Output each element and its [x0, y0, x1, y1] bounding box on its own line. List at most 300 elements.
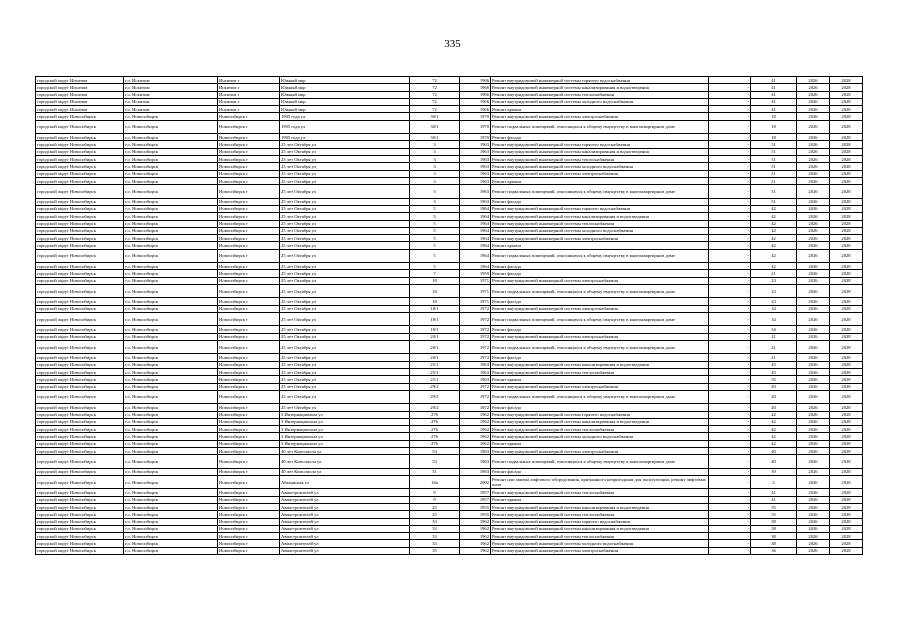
end-year-cell: 2028 [830, 305, 863, 312]
end-year-cell: 2028 [830, 263, 863, 270]
start-year-cell: 2026 [797, 361, 830, 368]
year-built-cell: 1972 [460, 312, 491, 325]
street-cell: Авиастроителей ул [280, 533, 410, 540]
end-year-cell: 2028 [830, 249, 863, 262]
dash-cell: - [709, 383, 751, 390]
municipality-cell: городской округ Новосибирск [36, 455, 124, 468]
work-type-cell: Ремонт фасада [491, 270, 709, 277]
district-cell: г.о. Искитим [124, 106, 218, 113]
work-type-cell: Ремонт подвальных помещений, относящихся к общему имуществу в многоквартирном доме [491, 312, 709, 325]
street-cell: Абаканская ул [280, 476, 410, 489]
table-row [36, 496, 863, 503]
municipality-cell: городской округ Новосибирск [36, 368, 124, 375]
work-type-cell: Ремонт внутридомовой инженерной системы теплоснабжения [491, 533, 709, 540]
house-number-cell: 18 [410, 277, 460, 284]
end-year-cell: 2028 [830, 312, 863, 325]
municipality-cell: городской округ Новосибирск [36, 249, 124, 262]
start-year-cell: 2026 [797, 368, 830, 375]
end-year-cell: 2028 [830, 106, 863, 113]
dash-cell: - [709, 227, 751, 234]
start-year-cell: 2026 [797, 235, 830, 242]
municipality-cell: городской округ Новосибирск [36, 376, 124, 383]
table-row [36, 220, 863, 227]
municipality-cell: городской округ Новосибирск [36, 141, 124, 148]
dash-cell: - [709, 156, 751, 163]
end-year-cell: 2028 [830, 227, 863, 234]
end-year-cell: 2028 [830, 148, 863, 155]
value-cell: 42 [751, 220, 797, 227]
value-cell: 38 [751, 540, 797, 547]
value-cell: 20 [751, 390, 797, 403]
start-year-cell: 2026 [797, 198, 830, 205]
value-cell: 42 [751, 235, 797, 242]
street-cell: Авиастроителей ул [280, 540, 410, 547]
work-type-cell: Ремонт внутридомовой инженерной системы электроснабжения [491, 333, 709, 340]
district-cell: г.о. Новосибирск [124, 361, 218, 368]
dash-cell: - [709, 518, 751, 525]
municipality-cell: городской округ Новосибирск [36, 205, 124, 212]
value-cell: 55 [751, 511, 797, 518]
street-cell: 25 лет Октября ул [280, 170, 410, 177]
street-cell: 25 лет Октября ул [280, 205, 410, 212]
municipality-cell: городской округ Искитим [36, 98, 124, 105]
street-cell: 25 лет Октября ул [280, 177, 410, 184]
work-type-cell: Ремонт внутридомовой инженерной системы канализирования и водоотведения [491, 361, 709, 368]
value-cell: 23 [751, 277, 797, 284]
year-built-cell: 1963 [460, 177, 491, 184]
table-row [36, 333, 863, 340]
district-cell: г.о. Новосибирск [124, 503, 218, 510]
year-built-cell: 1963 [460, 368, 491, 375]
district-cell: г.о. Новосибирск [124, 476, 218, 489]
street-cell: 25 лет Октября ул [280, 213, 410, 220]
district-cell: г.о. Новосибирск [124, 249, 218, 262]
settlement-cell: Новосибирск г [218, 213, 280, 220]
year-built-cell: 1966 [460, 98, 491, 105]
settlement-cell: Новосибирск г [218, 148, 280, 155]
table-row [36, 518, 863, 525]
table-row [36, 511, 863, 518]
municipality-cell: городской округ Новосибирск [36, 354, 124, 361]
start-year-cell: 2026 [797, 390, 830, 403]
start-year-cell: 2026 [797, 354, 830, 361]
municipality-cell: городской округ Новосибирск [36, 227, 124, 234]
end-year-cell: 2028 [830, 177, 863, 184]
street-cell: Авиастроителей ул [280, 489, 410, 496]
end-year-cell: 2028 [830, 418, 863, 425]
end-year-cell: 2028 [830, 426, 863, 433]
work-type-cell: Ремонт крыши [491, 376, 709, 383]
table-row [36, 368, 863, 375]
year-built-cell: 1966 [460, 84, 491, 91]
start-year-cell: 2026 [797, 383, 830, 390]
district-cell: г.о. Новосибирск [124, 148, 218, 155]
street-cell: 25 лет Октября ул [280, 227, 410, 234]
house-number-cell: 5 [410, 227, 460, 234]
year-built-cell: 1963 [460, 361, 491, 368]
end-year-cell: 2028 [830, 235, 863, 242]
district-cell: г.о. Новосибирск [124, 270, 218, 277]
municipality-cell: городской округ Новосибирск [36, 503, 124, 510]
dash-cell: - [709, 220, 751, 227]
settlement-cell: Новосибирск г [218, 270, 280, 277]
street-cell: 3 Интернационала ул [280, 433, 410, 440]
work-type-cell: Ремонт внутридомовой инженерной системы теплоснабжения [491, 156, 709, 163]
year-built-cell: 1971 [460, 298, 491, 305]
street-cell: 40 лет Комсомола ул [280, 468, 410, 475]
value-cell: 40 [751, 448, 797, 455]
house-number-cell: 7 [410, 270, 460, 277]
street-cell: 3 Интернационала ул [280, 411, 410, 418]
end-year-cell: 2028 [830, 134, 863, 141]
start-year-cell: 2026 [797, 503, 830, 510]
year-built-cell: 1972 [460, 354, 491, 361]
dash-cell: - [709, 298, 751, 305]
dash-cell: - [709, 326, 751, 333]
table-row [36, 489, 863, 496]
house-number-cell: 30/1 [410, 113, 460, 120]
year-built-cell: 1963 [460, 156, 491, 163]
year-built-cell: 1955 [460, 503, 491, 510]
district-cell: г.о. Новосибирск [124, 448, 218, 455]
district-cell: г.о. Новосибирск [124, 440, 218, 447]
start-year-cell: 2026 [797, 270, 830, 277]
start-year-cell: 2026 [797, 163, 830, 170]
end-year-cell: 2028 [830, 468, 863, 475]
start-year-cell: 2026 [797, 333, 830, 340]
municipality-cell: городской округ Новосибирск [36, 263, 124, 270]
street-cell: 25 лет Октября ул [280, 333, 410, 340]
district-cell: г.о. Новосибирск [124, 354, 218, 361]
start-year-cell: 2026 [797, 242, 830, 249]
value-cell: 42 [751, 411, 797, 418]
dash-cell: - [709, 489, 751, 496]
house-number-cell: 3 [410, 148, 460, 155]
municipality-cell: городской округ Новосибирск [36, 404, 124, 411]
table-row [36, 540, 863, 547]
settlement-cell: Новосибирск г [218, 177, 280, 184]
start-year-cell: 2026 [797, 134, 830, 141]
house-number-cell: 25 [410, 503, 460, 510]
municipality-cell: городской округ Искитим [36, 77, 124, 84]
table-row [36, 285, 863, 298]
settlement-cell: Новосибирск г [218, 156, 280, 163]
table-row [36, 77, 863, 84]
capital-repair-table [35, 76, 863, 555]
table-row [36, 305, 863, 312]
dash-cell: - [709, 113, 751, 120]
year-built-cell: 1962 [460, 440, 491, 447]
year-built-cell: 1964 [460, 235, 491, 242]
value-cell: 51 [751, 141, 797, 148]
year-built-cell: 1964 [460, 263, 491, 270]
work-type-cell: Ремонт подвальных помещений, относящихся к общему имуществу в многоквартирном доме [491, 249, 709, 262]
street-cell: Авиастроителей ул [280, 496, 410, 503]
house-number-cell: 3 [410, 185, 460, 198]
settlement-cell: Новосибирск г [218, 448, 280, 455]
work-type-cell: Ремонт внутридомовой инженерной системы теплоснабжения [491, 368, 709, 375]
district-cell: г.о. Новосибирск [124, 426, 218, 433]
year-built-cell: 1972 [460, 390, 491, 403]
settlement-cell: Новосибирск г [218, 426, 280, 433]
value-cell: 2 [751, 476, 797, 489]
house-number-cell: 33 [410, 540, 460, 547]
end-year-cell: 2028 [830, 205, 863, 212]
settlement-cell: Новосибирск г [218, 205, 280, 212]
year-built-cell: 1972 [460, 340, 491, 353]
settlement-cell: Искитим г [218, 77, 280, 84]
district-cell: г.о. Новосибирск [124, 220, 218, 227]
table-row [36, 312, 863, 325]
district-cell: г.о. Новосибирск [124, 418, 218, 425]
settlement-cell: Новосибирск г [218, 368, 280, 375]
start-year-cell: 2026 [797, 468, 830, 475]
start-year-cell: 2026 [797, 277, 830, 284]
table-row [36, 440, 863, 447]
start-year-cell: 2026 [797, 418, 830, 425]
municipality-cell: городской округ Новосибирск [36, 220, 124, 227]
municipality-cell: городской округ Новосибирск [36, 361, 124, 368]
settlement-cell: Новосибирск г [218, 489, 280, 496]
street-cell: 25 лет Октября ул [280, 298, 410, 305]
municipality-cell: городской округ Новосибирск [36, 242, 124, 249]
settlement-cell: Новосибирск г [218, 220, 280, 227]
municipality-cell: городской округ Новосибирск [36, 326, 124, 333]
value-cell: 42 [751, 418, 797, 425]
street-cell: Южный мкр [280, 106, 410, 113]
end-year-cell: 2028 [830, 333, 863, 340]
end-year-cell: 2028 [830, 277, 863, 284]
start-year-cell: 2026 [797, 285, 830, 298]
street-cell: 25 лет Октября ул [280, 383, 410, 390]
district-cell: г.о. Новосибирск [124, 376, 218, 383]
settlement-cell: Новосибирск г [218, 383, 280, 390]
work-type-cell: Ремонт внутридомовой инженерной системы теплоснабжения [491, 91, 709, 98]
table-row [36, 547, 863, 554]
settlement-cell: Новосибирск г [218, 390, 280, 403]
dash-cell: - [709, 433, 751, 440]
year-built-cell: 1963 [460, 468, 491, 475]
end-year-cell: 2028 [830, 525, 863, 532]
street-cell: 25 лет Октября ул [280, 285, 410, 298]
start-year-cell: 2026 [797, 489, 830, 496]
municipality-cell: городской округ Новосибирск [36, 511, 124, 518]
end-year-cell: 2028 [830, 496, 863, 503]
dash-cell: - [709, 77, 751, 84]
year-built-cell: 1963 [460, 448, 491, 455]
district-cell: г.о. Новосибирск [124, 468, 218, 475]
house-number-cell: 276 [410, 440, 460, 447]
district-cell: г.о. Новосибирск [124, 227, 218, 234]
district-cell: г.о. Искитим [124, 84, 218, 91]
year-built-cell: 1964 [460, 227, 491, 234]
settlement-cell: Новосибирск г [218, 496, 280, 503]
table-row [36, 525, 863, 532]
district-cell: г.о. Новосибирск [124, 540, 218, 547]
street-cell: 1905 года ул [280, 134, 410, 141]
end-year-cell: 2028 [830, 511, 863, 518]
value-cell: 41 [751, 496, 797, 503]
street-cell: 3 Интернационала ул [280, 440, 410, 447]
value-cell: 41 [751, 84, 797, 91]
dash-cell: - [709, 440, 751, 447]
start-year-cell: 2026 [797, 440, 830, 447]
work-type-cell: Ремонт подвальных помещений, относящихся к общему имуществу в многоквартирном доме [491, 285, 709, 298]
table-row [36, 205, 863, 212]
dash-cell: - [709, 468, 751, 475]
year-built-cell: 1963 [460, 141, 491, 148]
municipality-cell: городской округ Новосибирск [36, 468, 124, 475]
house-number-cell: 53 [410, 448, 460, 455]
table-row [36, 404, 863, 411]
table-row [36, 418, 863, 425]
street-cell: Авиастроителей ул [280, 518, 410, 525]
municipality-cell: городской округ Новосибирск [36, 120, 124, 133]
house-number-cell: 18/1 [410, 326, 460, 333]
end-year-cell: 2028 [830, 368, 863, 375]
year-built-cell: 1962 [460, 540, 491, 547]
house-number-cell: 3 [410, 163, 460, 170]
dash-cell: - [709, 242, 751, 249]
house-number-cell: 5 [410, 205, 460, 212]
street-cell: 25 лет Октября ул [280, 390, 410, 403]
street-cell: 25 лет Октября ул [280, 220, 410, 227]
dash-cell: - [709, 476, 751, 489]
house-number-cell: 3 [410, 177, 460, 184]
house-number-cell: 5 [410, 263, 460, 270]
work-type-cell: Ремонт фасада [491, 263, 709, 270]
work-type-cell: Ремонт внутридомовой инженерной системы электроснабжения [491, 448, 709, 455]
house-number-cell: 25/1 [410, 376, 460, 383]
table-row [36, 533, 863, 540]
table-row [36, 263, 863, 270]
table-row [36, 170, 863, 177]
start-year-cell: 2026 [797, 312, 830, 325]
district-cell: г.о. Новосибирск [124, 305, 218, 312]
table-row [36, 433, 863, 440]
house-number-cell: 20/1 [410, 340, 460, 353]
municipality-cell: городской округ Новосибирск [36, 312, 124, 325]
year-built-cell: 1963 [460, 198, 491, 205]
municipality-cell: городской округ Новосибирск [36, 383, 124, 390]
municipality-cell: городской округ Искитим [36, 84, 124, 91]
start-year-cell: 2026 [797, 547, 830, 554]
start-year-cell: 2026 [797, 263, 830, 270]
end-year-cell: 2028 [830, 91, 863, 98]
house-number-cell: 5 [410, 235, 460, 242]
value-cell: 42 [751, 263, 797, 270]
work-type-cell: Ремонт внутридомовой инженерной системы горячего водоснабжения [491, 411, 709, 418]
start-year-cell: 2026 [797, 411, 830, 418]
house-number-cell: 72 [410, 84, 460, 91]
value-cell: 51 [751, 148, 797, 155]
settlement-cell: Новосибирск г [218, 533, 280, 540]
end-year-cell: 2028 [830, 533, 863, 540]
work-type-cell: Ремонт фасада [491, 354, 709, 361]
value-cell: 42 [751, 249, 797, 262]
end-year-cell: 2028 [830, 547, 863, 554]
settlement-cell: Новосибирск г [218, 235, 280, 242]
dash-cell: - [709, 91, 751, 98]
dash-cell: - [709, 455, 751, 468]
street-cell: Авиастроителей ул [280, 547, 410, 554]
settlement-cell: Новосибирск г [218, 333, 280, 340]
dash-cell: - [709, 249, 751, 262]
year-built-cell: 1970 [460, 113, 491, 120]
street-cell: 25 лет Октября ул [280, 270, 410, 277]
municipality-cell: городской округ Новосибирск [36, 476, 124, 489]
value-cell: 21 [751, 354, 797, 361]
municipality-cell: городской округ Искитим [36, 106, 124, 113]
district-cell: г.о. Новосибирск [124, 547, 218, 554]
value-cell: 45 [751, 361, 797, 368]
street-cell: 25 лет Октября ул [280, 141, 410, 148]
work-type-cell: Ремонт внутридомовой инженерной системы холодного водоснабжения [491, 163, 709, 170]
settlement-cell: Новосибирск г [218, 249, 280, 262]
table-row [36, 455, 863, 468]
dash-cell: - [709, 134, 751, 141]
street-cell: Авиастроителей ул [280, 503, 410, 510]
house-number-cell: 18/1 [410, 312, 460, 325]
settlement-cell: Новосибирск г [218, 141, 280, 148]
start-year-cell: 2026 [797, 227, 830, 234]
value-cell: 34 [751, 305, 797, 312]
start-year-cell: 2026 [797, 113, 830, 120]
value-cell: 42 [751, 242, 797, 249]
work-type-cell: Ремонт внутридомовой инженерной системы холодного водоснабжения [491, 540, 709, 547]
start-year-cell: 2026 [797, 496, 830, 503]
value-cell: 41 [751, 98, 797, 105]
end-year-cell: 2028 [830, 270, 863, 277]
district-cell: г.о. Новосибирск [124, 298, 218, 305]
work-type-cell: Ремонт крыши [491, 440, 709, 447]
value-cell: 42 [751, 426, 797, 433]
work-type-cell: Ремонт крыши [491, 106, 709, 113]
start-year-cell: 2026 [797, 91, 830, 98]
municipality-cell: городской округ Новосибирск [36, 198, 124, 205]
house-number-cell: 72 [410, 77, 460, 84]
district-cell: г.о. Новосибирск [124, 213, 218, 220]
dash-cell: - [709, 426, 751, 433]
start-year-cell: 2026 [797, 376, 830, 383]
start-year-cell: 2026 [797, 511, 830, 518]
table-row [36, 383, 863, 390]
year-built-cell: 1962 [460, 518, 491, 525]
dash-cell: - [709, 185, 751, 198]
table-row [36, 156, 863, 163]
start-year-cell: 2026 [797, 77, 830, 84]
dash-cell: - [709, 340, 751, 353]
house-number-cell: 33 [410, 525, 460, 532]
work-type-cell: Ремонт подвальных помещений, относящихся к общему имуществу в многоквартирном доме [491, 340, 709, 353]
start-year-cell: 2026 [797, 156, 830, 163]
street-cell: 25 лет Октября ул [280, 163, 410, 170]
end-year-cell: 2028 [830, 433, 863, 440]
street-cell: 25 лет Октября ул [280, 148, 410, 155]
municipality-cell: городской округ Новосибирск [36, 489, 124, 496]
table-row [36, 213, 863, 220]
end-year-cell: 2028 [830, 455, 863, 468]
settlement-cell: Новосибирск г [218, 518, 280, 525]
work-type-cell: Ремонт внутридомовой инженерной системы теплоснабжения [491, 511, 709, 518]
work-type-cell: Ремонт внутридомовой инженерной системы электроснабжения [491, 113, 709, 120]
start-year-cell: 2026 [797, 185, 830, 198]
street-cell: 3 Интернационала ул [280, 426, 410, 433]
settlement-cell: Новосибирск г [218, 440, 280, 447]
work-type-cell: Ремонт подвальных помещений, относящихся к общему имуществу в многоквартирном доме [491, 390, 709, 403]
dash-cell: - [709, 511, 751, 518]
start-year-cell: 2026 [797, 298, 830, 305]
